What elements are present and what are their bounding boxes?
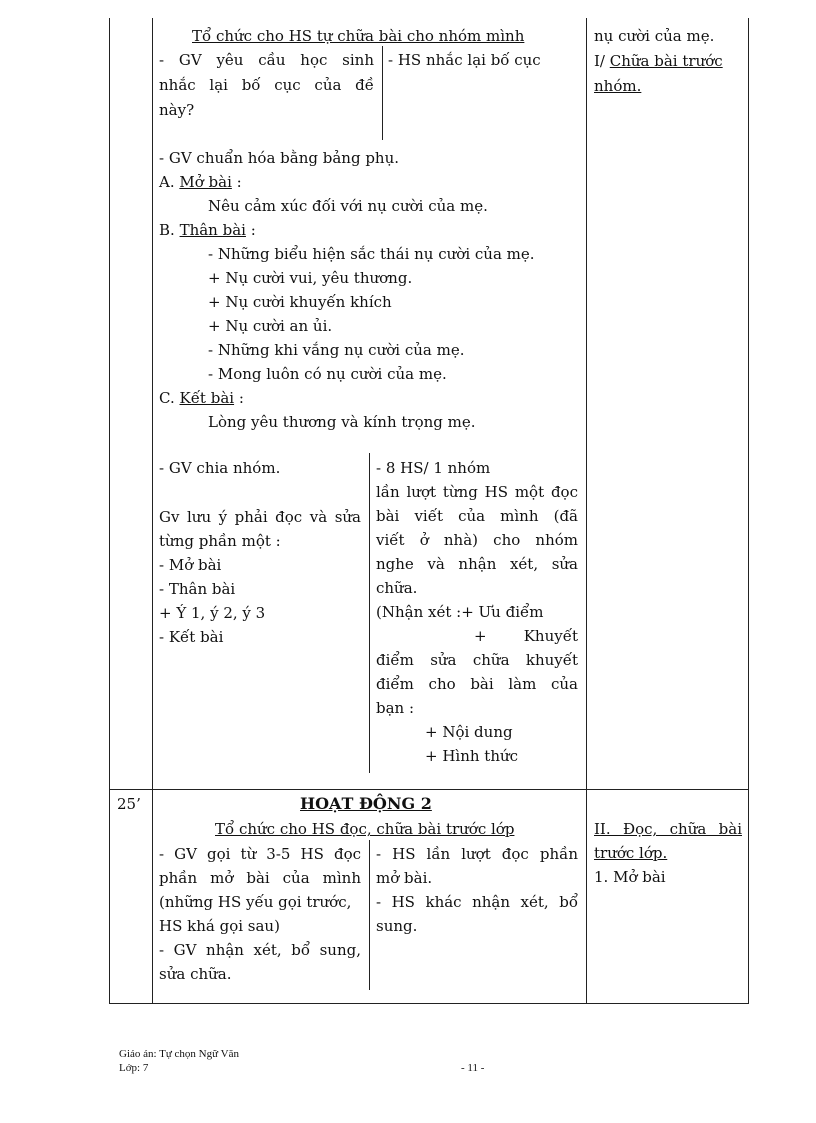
outline-b-item: - Những biểu hiện sắc thái nụ cười của mẹ. xyxy=(208,245,535,263)
outline-b-item: - Những khi vắng nụ cười của mẹ. xyxy=(208,341,465,359)
table-right-border xyxy=(748,18,749,1004)
right-col-heading-part1: Chữa bài trước xyxy=(609,52,723,70)
section-divider xyxy=(109,789,749,790)
student-step1-line: - HS nhắc lại bố cục xyxy=(388,51,541,69)
teacher-step2-line: Gv lưu ý phải đọc và sửa xyxy=(159,508,361,526)
activity-column-border xyxy=(586,18,587,1004)
outline-b-item: + Nụ cười vui, yêu thương. xyxy=(208,269,413,287)
section2-teacher-line: - GV nhận xét, bổ sung, xyxy=(159,941,361,959)
outline-intro: - GV chuẩn hóa bằng bảng phụ. xyxy=(159,149,400,167)
section2-time: 25’ xyxy=(117,795,141,813)
footer-line: Lớp: 7 xyxy=(119,1062,149,1074)
table-left-border xyxy=(109,18,110,1004)
outline-b-item: + Nụ cười khuyến khích xyxy=(208,293,392,311)
section2-teacher-line: (những HS yếu gọi trước, xyxy=(159,893,352,911)
section2-teacher-line: - GV gọi từ 3-5 HS đọc xyxy=(159,845,361,863)
outline-c-content: Lòng yêu thương và kính trọng mẹ. xyxy=(208,413,476,431)
table-bottom-border xyxy=(109,1003,749,1004)
student-step2-line: + Hình thức xyxy=(425,747,519,765)
teacher-step1-line: nhắc lại bố cục của đề xyxy=(159,76,374,94)
student-step2-line: lần lượt từng HS một đọc xyxy=(376,483,578,501)
teacher-step2-line: + Ý 1, ý 2, ý 3 xyxy=(159,604,266,622)
student-step2-line: điểm sửa chữa khuyết xyxy=(376,651,578,669)
outline-b-heading: B. Thân bài : xyxy=(159,221,256,239)
outline-b-item: + Nụ cười an ủi. xyxy=(208,317,333,335)
section2-student-line: sung. xyxy=(376,917,418,935)
section2-student-line: - HS lần lượt đọc phần xyxy=(376,845,578,863)
student-step2-line: nghe và nhận xét, sửa xyxy=(376,555,578,573)
teacher-step2-line: - Kết bài xyxy=(159,628,224,646)
section2-right-heading-part1: II. Đọc, chữa bài xyxy=(594,820,742,838)
student-step2-line: + Khuyết xyxy=(474,627,578,645)
student-step2-line: + Nội dung xyxy=(425,723,513,741)
teacher-step2-line: từng phần một : xyxy=(159,532,281,550)
student-step2-line: bài viết của mình (đã xyxy=(376,507,578,525)
student-step2-line: - 8 HS/ 1 nhóm xyxy=(376,459,491,477)
page-number: - 11 - xyxy=(461,1062,485,1074)
section2-student-line: - HS khác nhận xét, bổ xyxy=(376,893,578,911)
student-step2-line: (Nhận xét :+ Ưu điểm xyxy=(376,603,544,621)
section2-right-heading-part2: trước lớp. xyxy=(594,844,668,862)
section2-student-line: mở bài. xyxy=(376,869,433,887)
teacher-student-divider-1 xyxy=(382,46,383,140)
time-column-border xyxy=(152,18,153,1004)
teacher-student-divider-2 xyxy=(369,453,370,773)
teacher-step1-line: này? xyxy=(159,101,195,119)
section2-teacher-line: sửa chữa. xyxy=(159,965,232,983)
right-col-line: nụ cười của mẹ. xyxy=(594,27,715,45)
outline-c-heading: C. Kết bài : xyxy=(159,389,244,407)
section2-teacher-line: phần mở bài của mình xyxy=(159,869,361,887)
outline-a-content: Nêu cảm xúc đối với nụ cười của mẹ. xyxy=(208,197,488,215)
outline-a-heading: A. Mở bài : xyxy=(159,173,242,191)
right-col-heading-part2: nhóm. xyxy=(594,77,642,95)
teacher-step2-line: - Mở bài xyxy=(159,556,222,574)
student-step2-line: bạn : xyxy=(376,699,415,717)
section1-subheading: Tổ chức cho HS tự chữa bài cho nhóm mình xyxy=(192,27,525,45)
teacher-step2-line: - Thân bài xyxy=(159,580,236,598)
teacher-student-divider-3 xyxy=(369,840,370,990)
teacher-step2-line: - GV chia nhóm. xyxy=(159,459,281,477)
section2-subheading: Tổ chức cho HS đọc, chữa bài trước lớp xyxy=(215,820,515,838)
section2-title: HOẠT ĐỘNG 2 xyxy=(300,794,432,813)
right-col-heading xyxy=(594,49,742,73)
section2-right-item: 1. Mở bài xyxy=(594,868,666,886)
teacher-step1-line: - GV yêu cầu học sinh xyxy=(159,51,374,69)
student-step2-line: chữa. xyxy=(376,579,418,597)
right-col-heading-prefix: I/ xyxy=(594,52,610,70)
footer-line: Giáo án: Tự chọn Ngữ Văn xyxy=(119,1048,239,1060)
student-step2-line: viết ở nhà) cho nhóm xyxy=(376,531,578,549)
outline-b-item: - Mong luôn có nụ cười của mẹ. xyxy=(208,365,447,383)
student-step2-line: điểm cho bài làm của xyxy=(376,675,578,693)
section2-teacher-line: HS khá gọi sau) xyxy=(159,917,280,935)
